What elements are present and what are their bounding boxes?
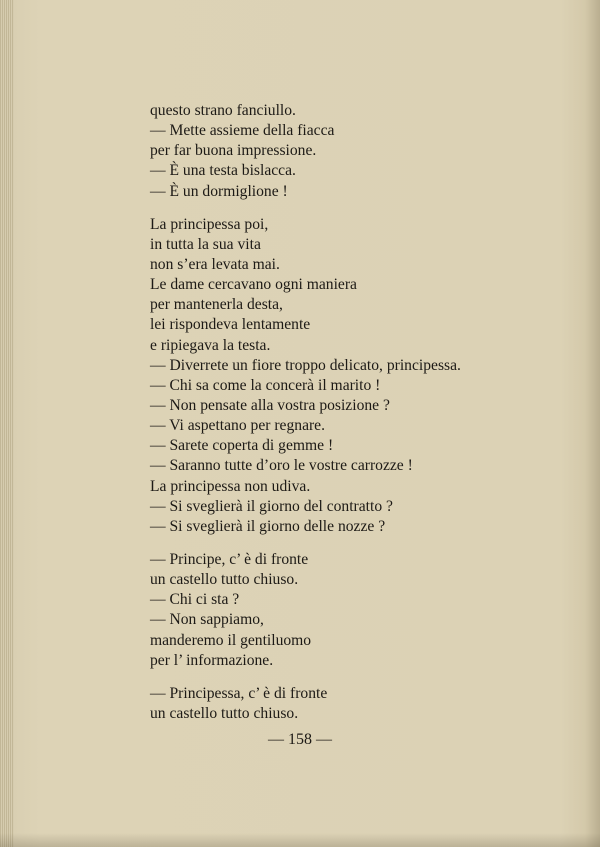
page-edge: [0, 0, 14, 847]
text-line: per far buona impressione.: [150, 142, 317, 160]
text-line: — Saranno tutte d’oro le vostre carrozze !: [150, 457, 413, 475]
text-line: — Principe, c’ è di fronte: [150, 550, 309, 568]
text-line: — Diverrete un fiore troppo delicato, principessa.: [150, 356, 461, 374]
text-line: per mantenerla desta,: [150, 296, 283, 314]
text-line: — È un dormiglione !: [150, 182, 288, 200]
text-line: questo strano fanciullo.: [150, 102, 296, 119]
text-line: Le dame cercavano ogni maniera: [150, 276, 357, 294]
stanza: [150, 215, 461, 537]
text-line: un castello tutto chiuso.: [150, 704, 299, 722]
text-line: manderemo il gentiluomo: [150, 631, 312, 649]
text-line: — È una testa bislacca.: [150, 162, 296, 180]
text-line: in tutta la sua vita: [150, 235, 261, 253]
text-line: — Chi sa come la concerà il marito !: [150, 376, 381, 394]
text-line: — Si sveglierà il giorno delle nozze ?: [150, 517, 386, 535]
text-line: un castello tutto chiuso.: [150, 571, 299, 589]
text-line: — Vi aspettano per regnare.: [150, 417, 326, 435]
text-line: non s’era levata mai.: [150, 255, 280, 273]
stanza: [150, 550, 461, 671]
stanza: [150, 684, 461, 724]
text-line: — Non pensate alla vostra posizione ?: [150, 396, 390, 414]
text-line: — Principessa, c’ è di fronte: [150, 684, 328, 702]
text-line: — Non sappiamo,: [150, 611, 264, 629]
poem-text: [150, 101, 461, 737]
text-line: — Mette assieme della fiacca: [150, 122, 335, 140]
stanza: [150, 101, 461, 202]
page-number: — 158 —: [268, 731, 332, 748]
page-bottom-shadow: [0, 833, 600, 847]
text-line: — Chi ci sta ?: [150, 591, 240, 609]
text-line: lei rispondeva lentamente: [150, 316, 311, 334]
text-line: per l’ informazione.: [150, 651, 274, 669]
text-line: — Si sveglierà il giorno del contratto ?: [150, 497, 393, 515]
text-line: La principessa poi,: [150, 215, 269, 233]
text-line: — Sarete coperta di gemme !: [150, 437, 334, 455]
text-line: e ripiegava la testa.: [150, 336, 271, 354]
text-line: La principessa non udiva.: [150, 477, 311, 495]
